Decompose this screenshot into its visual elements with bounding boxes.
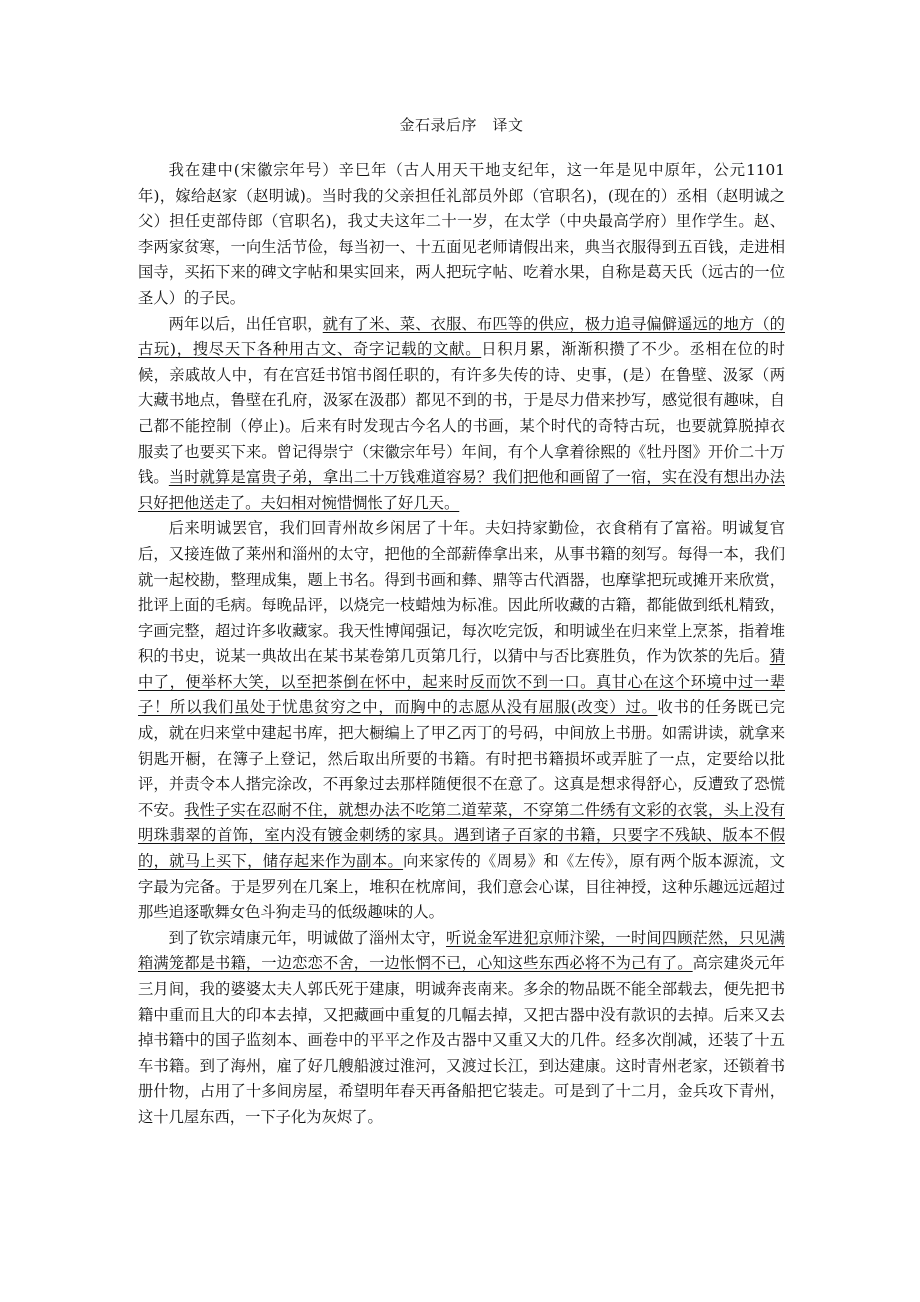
document-body <box>138 158 785 1131</box>
underlined-text: 当时就算是富贵子弟，拿出二十万钱难道容易？我们把他和画留了一宿，实在没有想出办法只好把他送走了。夫妇相对惋惜惆怅了好几天。 <box>138 468 785 512</box>
paragraph <box>138 158 785 312</box>
paragraph <box>138 926 785 1131</box>
text-segment: 收书的任务既已完成，就在归来堂中建起书库，把大橱编上了甲乙丙丁的号码，中间放上书册。如需讲读，就拿来钥匙开橱，在簿子上登记，然后取出所要的书籍。有时把书籍损坏或弄脏了一点，定要给以批评，并责令本人揩完涂改，不再象过去那样随便很不在意了。这真是想求得舒心，反遭致了恐慌不安。 <box>138 698 785 819</box>
text-segment: 后来明诚罢官，我们回青州故乡闲居了十年。夫妇持家勤俭，衣食稍有了富裕。明诚复官后，又接连做了莱州和淄州的太守，把他的全部薪俸拿出来，从事书籍的刻写。每得一本，我们就一起校勘，整理成集，题上书名。得到书画和彝、鼎等古代酒器，也摩挲把玩或摊开来欣赏，批评上面的毛病。每晚品评，以烧完一枝蜡烛为标准。因此所收藏的古籍，都能做到纸札精致，字画完整，超过许多收藏家。我天性博闻强记，每次吃完饭，和明诚坐在归来堂上烹茶，指着堆积的书史，说某一典故出在某书某卷第几页第几行，以猜中与否比赛胜负，作为饮茶的先后。 <box>138 519 785 666</box>
text-segment: 我在建中(宋徽宗年号）辛巳年（古人用天干地支纪年，这一年是见中原年，公元1101年)，嫁给赵家（赵明诚)。当时我的父亲担任礼部员外郎（官职名)，(现在的）丞相（赵明诚之父）担任吏部侍郎（官职名)，我丈夫这年二十一岁，在太学（中央最高学府）里作学生。赵、李两家贫寒，一向生活节俭，每当初一、十五面见老师请假出来，典当衣服得到五百钱，走进相国寺，买拓下来的碑文字帖和果实回来，两人把玩字帖、吃着水果，自称是葛天氏（远古的一位圣人）的子民。 <box>138 161 785 307</box>
text-segment: 到了钦宗靖康元年，明诚做了淄州太守， <box>168 928 447 947</box>
underlined-text: 就有了米、菜、衣服、布匹等的供应，极力追寻偏僻遥远的地方（的古玩)，搜尽天下各种用古文、奇字记载的文献。 <box>138 314 785 359</box>
underlined-text: 我性子实在忍耐不住，就想办法不吃第二道荤菜，不穿第二件绣有文彩的衣裳，头上没有明珠翡翠的首饰，室内没有镀金刺绣的家具。遇到诸子百家的书籍，只要字不残缺、版本不假的，就马上买下，储存起来作为副本。 <box>138 800 785 871</box>
text-segment: 两年以后，出任官职， <box>168 314 323 333</box>
document-title: 金石录后序 译文 <box>399 116 524 134</box>
document-page <box>138 112 785 1131</box>
text-segment: 向来家传的《周易》和《左传》，原有两个版本源流，文字最为完备。于是罗列在几案上，堆积在枕席间，我们意会心谋，目往神授，这种乐趣远远超过那些追逐歌舞女色斗狗走马的低级趣味的人。 <box>138 852 785 922</box>
text-segment: 高宗建炎元年三月间，我的婆婆太夫人郭氏死于建康，明诚奔丧南来。多余的物品既不能全部载去，便先把书籍中重而且大的印本去掉，又把藏画中重复的几幅去掉，又把古器中没有款识的去掉。后来又去掉书籍中的国子监刻本、画卷中的平平之作及古器中又重又大的几件。经多次削减，还装了十五车书籍。到了海州，雇了好几艘船渡过淮河，又渡过长江，到达建康。这时青州老家，还锁着书册什物，占用了十多间房屋，希望明年春天再备船把它装走。可是到了十二月，金兵攻下青州，这十几屋东西，一下子化为灰烬了。 <box>138 954 785 1126</box>
underlined-text: 猜中了，便举杯大笑，以至把茶倒在怀中，起来时反而饮不到一口。真甘心在这个环境中过一辈子！所以我们虽处于忧患贫穷之中，而胸中的志愿从没有屈服(改变）过。 <box>138 647 785 717</box>
underlined-text: 听说金军进犯京师汴梁，一时间四顾茫然，只见满箱满笼都是书籍，一边恋恋不舍，一边怅惘不已，心知这些东西必将不为己有了。 <box>138 928 785 973</box>
paragraph <box>138 312 785 517</box>
paragraph <box>138 516 785 926</box>
text-segment: 日积月累，渐渐积攒了不少。丞相在位的时候，亲戚故人中，有在宫廷书馆书阁任职的，有许多失传的诗、史事，(是）在鲁壁、汲冢（两大藏书地点，鲁壁在孔府，汲冢在汲郡）都见不到的书，于是尽力借来抄写，感觉很有趣味，自己都不能控制（停止)。后来有时发现古今名人的书画，某个时代的奇特古玩，也要就算脱掉衣服卖了也要买下来。曾记得崇宁（宋徽宗年号）年间，有个人拿着徐熙的《牡丹图》开价二十万钱。 <box>138 340 785 487</box>
